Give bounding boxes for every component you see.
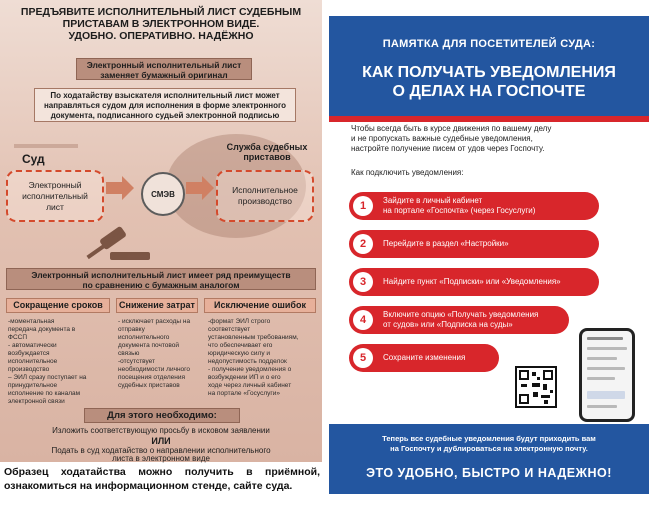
phone-ui-line [587,405,617,408]
intro-text [351,124,631,154]
phone-ui-line [587,357,617,360]
left-poster-region [0,0,322,505]
column-text-costs [118,318,202,390]
banner-electronic-list [76,58,252,80]
terms-line: -моментальная [8,318,55,325]
footer-line-2: на Госпочту и дублироваться на электронную почту. [390,444,588,453]
left-header-line-1: ПРЕДЪЯВИТЕ ИСПОЛНИТЕЛЬНЫЙ ЛИСТ СУДЕБНЫМ [20,6,302,18]
costs-line: - исключает расходы на [118,318,191,325]
banner2-line-1: По ходатайству взыскателя исполнительный лист может [50,91,280,100]
terms-line: передача документа в [8,326,76,333]
right-title-big [329,63,649,101]
step-5 [349,344,499,372]
banner1-line-1: Электронный исполнительный лист [86,60,242,70]
need-line-1: Изложить соответствующую просьбу в исковом заявлении [52,426,270,435]
intro-line-1: Чтобы всегда быть в курсе движения по вашему делу [351,124,552,133]
need-line-or: ИЛИ [151,436,171,446]
bailiff-label [222,142,312,162]
errors-line: юридическую силу и [208,350,271,357]
costs-line: -отсутствует [118,358,156,365]
step-1 [349,192,599,220]
banner2-line-2: направляться судом для исполнения в форме электронного [43,101,287,110]
need-line-3: листа в электронном виде [112,454,210,463]
e-list-box [6,170,104,222]
intro-line-2: и не пропускать важные судебные уведомления, [351,134,533,143]
errors-line: что обеспечивает его [208,342,273,349]
phone-ui-line [587,367,625,370]
e-list-line-3: лист [46,201,64,212]
terms-line: – ЭИЛ сразу поступает на [8,374,87,381]
smev-circle: СМЭВ [141,172,185,216]
phone-ui-line [587,337,623,340]
advantages-line-2: по сравнению с бумажным аналогом [82,280,240,290]
costs-line: документа почтовой [118,342,180,349]
costs-line: отправку [118,326,145,333]
step-3 [349,268,599,296]
qr-code-pattern [517,368,555,406]
costs-line: посещения отделения [118,374,186,381]
errors-line: соответствует [208,326,251,333]
phone-mockup-icon [579,328,635,422]
column-text-terms [8,318,112,406]
qr-code-icon [515,366,557,408]
banner2-line-3: документа, подписанного судьей электронной подписью [50,111,280,120]
left-poster [0,0,322,462]
need-banner: Для этого необходимо: [84,408,240,423]
costs-line: связью [118,350,140,357]
column-title-costs: Снижение затрат [116,298,198,313]
step-4-line-1: Включите опцию «Получать уведомления [383,310,539,319]
errors-line: недопустимость подделок [208,358,287,365]
terms-line: возбуждается [8,350,50,357]
red-stripe [329,116,649,122]
how-label: Как подключить уведомления: [351,168,464,177]
step-4-line-2: от судов» или «Подписка на суды» [383,320,513,329]
proceeding-line-1: Исполнительное [232,185,298,195]
step-2 [349,230,599,258]
banner-petition [34,88,296,122]
errors-line: на портале «Госуслуги» [208,390,281,397]
errors-line: установленным требованиям, [208,334,299,341]
intro-line-3: настройте получение писем от удов через Госпочту. [351,144,545,153]
right-title-big-line-1: КАК ПОЛУЧАТЬ УВЕДОМЛЕНИЯ [362,64,616,81]
right-title-big-line-2: О ДЕЛАХ НА ГОСПОЧТЕ [392,83,586,100]
phone-ui-block [587,391,625,399]
step-number-1: 1 [353,196,373,216]
advantages-banner [6,268,316,290]
left-header-line-3: УДОБНО. ОПЕРАТИВНО. НАДЁЖНО [68,30,254,42]
column-title-terms: Сокращение сроков [6,298,110,313]
terms-line: электронной связи [8,398,65,405]
phone-ui-line [587,377,615,380]
right-title-small: ПАМЯТКА ДЛЯ ПОСЕТИТЕЛЕЙ СУДА: [382,38,596,50]
terms-line: принудительное [8,382,58,389]
advantages-line-1: Электронный исполнительный лист имеет ряд преимуществ [31,270,291,280]
phone-ui-line [587,347,627,350]
court-label: Суд [22,152,45,166]
step-1-line-1: Зайдите в личный кабинет [383,196,483,205]
step-3-line-1: Найдите пункт «Подписки» или «Уведомления» [383,277,561,286]
terms-line: исполнение по каналам [8,390,81,397]
footer-text [339,434,639,454]
step-1-line-2: на портале «Госпочта» (через Госуслуги) [383,206,536,215]
proceeding-line-2: производство [238,196,292,206]
terms-line: производство [8,366,50,373]
errors-line: - получение уведомления о [208,366,292,373]
step-number-2: 2 [353,234,373,254]
terms-line: ФССП [8,334,28,341]
need-line-2: Подать в суд ходатайство о направлении исполнительного [51,446,271,455]
step-5-line-1: Сохраните изменения [383,353,466,362]
errors-line: возбуждении ИП и о его [208,374,281,381]
step-2-line-1: Перейдите в раздел «Настройки» [383,239,509,248]
step-number-3: 3 [353,272,373,292]
bailiff-label-line-1: Служба судебных [226,142,308,152]
banner1-line-2: заменяет бумажный оригинал [100,70,228,80]
column-text-errors [208,318,320,398]
step-4 [349,306,569,334]
costs-line: необходимости личного [118,366,191,373]
costs-line: исполнительного [118,334,170,341]
scales-icon [14,144,78,148]
gavel-base-icon [110,252,150,260]
bailiff-label-line-2: приставов [243,152,291,162]
left-header-line-2: ПРИСТАВАМ В ЭЛЕКТРОННОМ ВИДЕ. [62,18,260,30]
terms-line: исполнительное [8,358,58,365]
slogan: ЭТО УДОБНО, БЫСТРО И НАДЕЖНО! [366,466,612,480]
terms-line: - автоматически [8,342,57,349]
caption-text: Образец ходатайства можно получить в приёмной, ознакомиться на информационном стенде, сайте суда. [4,466,320,492]
errors-line: ходе через личный кабинет [208,382,292,389]
e-list-line-1: Электронный [28,179,82,190]
e-list-line-2: исполнительный [22,190,88,201]
arrow-right-1-icon [106,176,134,200]
footer-line-1: Теперь все судебные уведомления будут приходить вам [382,434,596,443]
right-poster [329,16,649,494]
costs-line: судебных приставов [118,382,180,389]
step-number-4: 4 [353,310,373,330]
proceeding-box [216,170,314,222]
column-title-errors: Исключение ошибок [204,298,316,313]
step-number-5: 5 [353,348,373,368]
errors-line: -формат ЭИЛ строго [208,318,271,325]
